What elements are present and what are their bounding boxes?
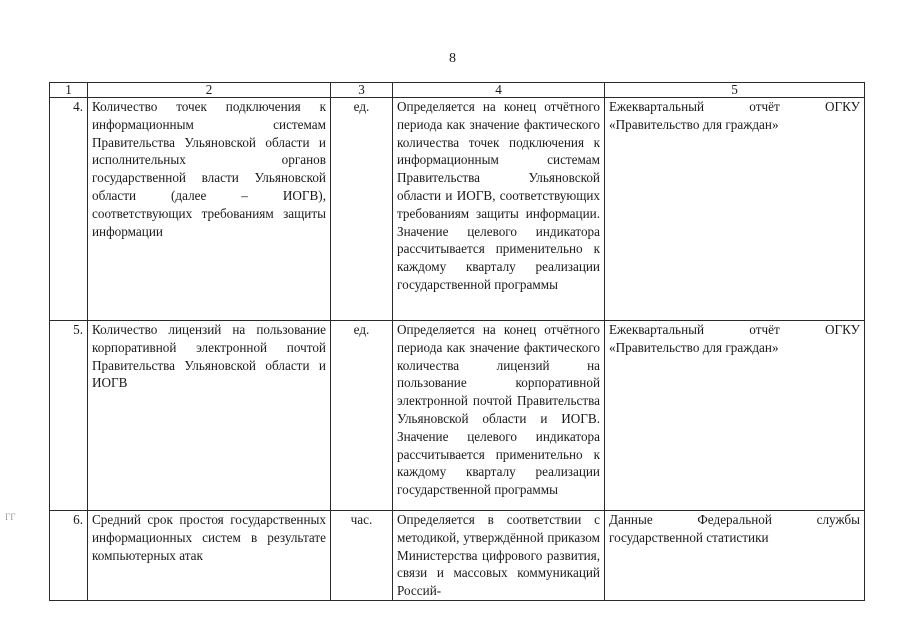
column-number-4: 4 [393, 83, 605, 98]
indicator-name: Количество точек подключения к информационным системам Правительства Ульяновской области и исполнительных органов государственной власти Ульяновской области (далее – ИОГВ), соответствующих требованиям защиты информации [88, 98, 331, 321]
calculation-method: Определяется в соответствии с методикой, утверждённой приказом Министерства цифрового развития, связи и массовых коммуникаций Россий- [393, 511, 605, 601]
unit-of-measure: ед. [331, 98, 393, 321]
indicators-table [49, 82, 865, 601]
row-number: 5. [50, 321, 88, 511]
column-number-3: 3 [331, 83, 393, 98]
data-source: Данные Федеральной службы государственной статистики [605, 511, 865, 601]
column-number-1: 1 [50, 83, 88, 98]
calculation-method: Определяется на конец отчётного периода как значение фактического количества точек подключения к информационным системам Правительства Ульяновской области и ИОГВ, соответствующих требованиям защиты информации. Значение целевого индикатора рассчитывается применительно к каждому кварталу реализации государственной программы [393, 98, 605, 321]
indicator-name: Количество лицензий на пользование корпоративной электронной почтой Правительства Ульяновской области и ИОГВ [88, 321, 331, 511]
table-row [50, 321, 865, 511]
column-number-5: 5 [605, 83, 865, 98]
unit-of-measure: час. [331, 511, 393, 601]
data-source: Ежеквартальный отчёт ОГКУ «Правительство для граждан» [605, 98, 865, 321]
row-number: 6. [50, 511, 88, 601]
column-number-2: 2 [88, 83, 331, 98]
indicator-name: Средний срок простоя государственных информационных систем в результате компьютерных атак [88, 511, 331, 601]
page-number: 8 [449, 51, 456, 66]
table-row [50, 511, 865, 601]
table-row [50, 98, 865, 321]
row-number: 4. [50, 98, 88, 321]
data-source: Ежеквартальный отчёт ОГКУ «Правительство для граждан» [605, 321, 865, 511]
table-header-row [50, 83, 865, 98]
calculation-method: Определяется на конец отчётного периода как значение фактического количества лицензий на пользование корпоративной электронной почтой Правительства Ульяновской области и ИОГВ. Значение целевого индикатора рассчитывается применительно к каждому кварталу реализации государственной программы [393, 321, 605, 511]
margin-scan-mark: ГГ [5, 512, 16, 522]
unit-of-measure: ед. [331, 321, 393, 511]
